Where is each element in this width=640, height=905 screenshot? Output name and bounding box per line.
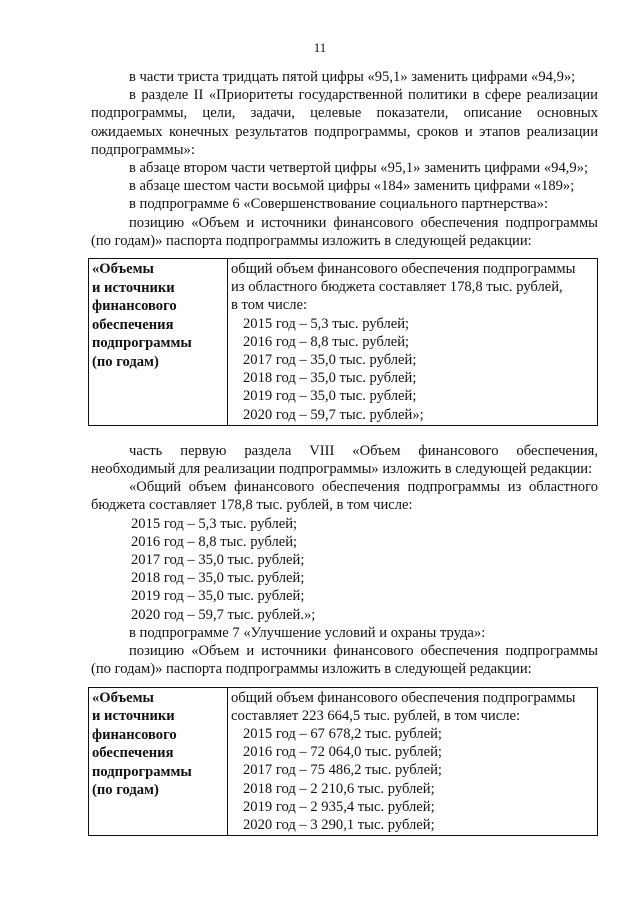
year-amount-line: 2019 год – 2 935,4 тыс. рублей; xyxy=(243,798,435,815)
paragraph: в абзаце шестом части восьмой цифры «184» заменить цифрами «189»; xyxy=(129,178,575,195)
paragraph: позицию «Объем и источники финансового обеспечения подпрограммы (по годам)» паспорта подпрограммы изложить в следующей редакции: xyxy=(91,214,598,249)
table-label-line: обеспечения xyxy=(92,316,174,333)
year-amount-line: 2018 год – 35,0 тыс. рублей; xyxy=(243,370,417,387)
paragraph: в разделе II «Приоритеты государственной политики в сфере реализации подпрограммы, цели, задачи, целевые показатели, описание основных ожидаемых конечных результатов подпрограммы, сроков и этапов реализации подпрограммы»: xyxy=(91,87,598,158)
funding-table-1-label xyxy=(89,259,228,426)
year-amount-line: 2019 год – 35,0 тыс. рублей; xyxy=(243,388,417,405)
year-amount-line: 2016 год – 72 064,0 тыс. рублей; xyxy=(243,744,442,761)
year-amount-line: 2020 год – 59,7 тыс. рублей»; xyxy=(243,406,424,423)
table-value-line: общий объем финансового обеспечения подпрограммы xyxy=(231,689,576,706)
funding-table-2 xyxy=(88,687,598,837)
year-amount-line: 2017 год – 75 486,2 тыс. рублей; xyxy=(243,762,442,779)
paragraph-group-c xyxy=(91,624,598,679)
table-label-line: и источники xyxy=(92,279,175,296)
year-amount-line: 2017 год – 35,0 тыс. рублей; xyxy=(243,352,417,369)
paragraph-group-a xyxy=(91,68,598,250)
year-amount-line: 2019 год – 35,0 тыс. рублей; xyxy=(131,588,305,605)
paragraph: в части триста тридцать пятой цифры «95,1» заменить цифрами «94,9»; xyxy=(129,69,576,85)
table-label-line: подпрограммы xyxy=(92,763,192,780)
paragraph: позицию «Объем и источники финансового обеспечения подпрограммы (по годам)» паспорта подпрограммы изложить в следующей редакции: xyxy=(91,643,598,678)
table-label-line: (по годам) xyxy=(92,354,159,370)
table-label-line: обеспечения xyxy=(92,745,174,762)
year-amount-line: 2015 год – 67 678,2 тыс. рублей; xyxy=(243,725,442,742)
table-label-line: «Объемы xyxy=(92,689,154,706)
year-amount-line: 2016 год – 8,8 тыс. рублей; xyxy=(243,333,410,350)
year-amount-line: 2016 год – 8,8 тыс. рублей; xyxy=(131,533,298,550)
year-amount-line: 2018 год – 2 210,6 тыс. рублей; xyxy=(243,780,435,797)
table-label-line: подпрограммы xyxy=(92,335,192,352)
document-body xyxy=(91,68,598,836)
table-label-line: «Объемы xyxy=(92,261,154,278)
year-amount-line: 2020 год – 3 290,1 тыс. рублей; xyxy=(243,816,435,833)
paragraph: «Общий объем финансового обеспечения подпрограммы из областного бюджета составляет 178,8 тыс. рублей, в том числе: xyxy=(91,479,598,514)
funding-table-2-label xyxy=(89,687,228,836)
paragraph: в абзаце втором части четвертой цифры «95,1» заменить цифрами «94,9»; xyxy=(129,160,589,177)
table-label-line: финансового xyxy=(92,726,177,743)
table-label-line: и источники xyxy=(92,708,175,725)
table-label-line: финансового xyxy=(92,298,177,315)
funding-table-1-values xyxy=(228,259,598,426)
funding-table-1 xyxy=(88,258,598,426)
paragraph: часть первую раздела VIII «Объем финансового обеспечения, необходимый для реализации подпрограммы» изложить в следующей редакции: xyxy=(91,442,598,478)
paragraph-group-b xyxy=(91,442,598,515)
table-value-line: из областного бюджета составляет 178,8 тыс. рублей, xyxy=(231,279,563,296)
year-amount-line: 2015 год – 5,3 тыс. рублей; xyxy=(131,515,298,532)
year-amount-line: 2018 год – 35,0 тыс. рублей; xyxy=(131,570,305,587)
paragraph: в подпрограмме 6 «Совершенствование социального партнерства»: xyxy=(129,196,548,213)
year-amount-line: 2015 год – 5,3 тыс. рублей; xyxy=(243,315,410,332)
years-list xyxy=(91,515,598,624)
funding-table-2-values xyxy=(228,687,598,836)
table-value-line: составляет 223 664,5 тыс. рублей, в том числе: xyxy=(231,707,521,724)
table-value-line: в том числе: xyxy=(231,297,308,314)
paragraph: в подпрограмме 7 «Улучшение условий и охраны труда»: xyxy=(129,624,486,641)
table-value-line: общий объем финансового обеспечения подпрограммы xyxy=(231,261,576,278)
page-number: 11 xyxy=(313,40,327,55)
table-label-line: (по годам) xyxy=(92,782,159,799)
year-amount-line: 2020 год – 59,7 тыс. рублей.»; xyxy=(131,606,316,623)
year-amount-line: 2017 год – 35,0 тыс. рублей; xyxy=(131,552,305,569)
